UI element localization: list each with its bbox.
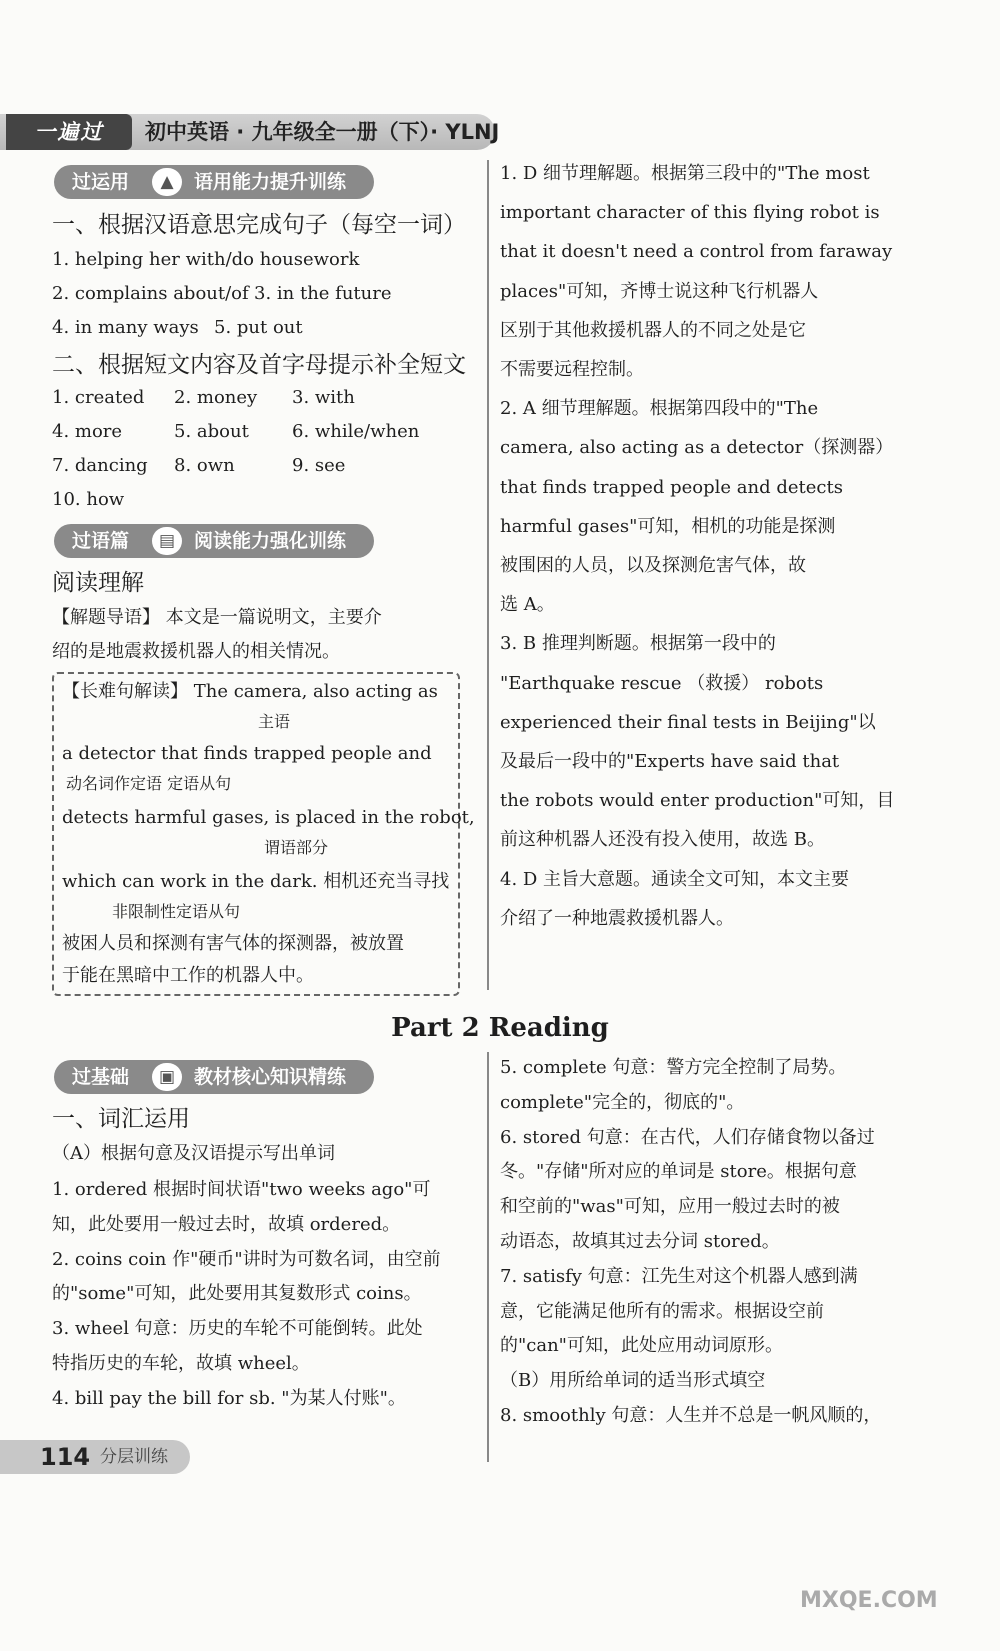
- answer-line: 1. helping her with/do housework: [52, 249, 360, 270]
- answer-line: 3. in the future: [254, 283, 392, 304]
- badge-label: 过语篇: [72, 530, 130, 552]
- answer-line: places"可知，齐博士说这种飞行机器人: [500, 280, 819, 302]
- answer-line: 8. smoothly 句意：人生并不总是一帆风顺的，: [500, 1405, 882, 1426]
- answer-line: 前这种机器人还没有投入使用，故选 B。: [500, 829, 825, 851]
- answer-line: 4. D 主旨大意题。通读全文可知，本文主要: [500, 868, 850, 890]
- answer-line: 区别于其他救援机器人的不同之处是它: [500, 319, 806, 341]
- badge-label: 过运用: [72, 171, 130, 193]
- section-badge-yunyong: [54, 165, 374, 199]
- section-badge-yupian: [54, 524, 374, 558]
- answer-line: 被围困的人员，以及探测危害气体，故: [500, 555, 806, 576]
- answer-line: 3. B 推理判断题。根据第一段中的: [500, 633, 776, 655]
- analysis-note: 非限制性定语从句: [112, 902, 241, 921]
- answer-line: 及最后一段中的"Experts have said that: [500, 751, 840, 772]
- answer-line: 5. complete 句意：警方完全控制了局势。: [500, 1057, 847, 1078]
- watermark: MXQE.COM: [800, 1588, 938, 1613]
- answer-item: 4. more: [52, 421, 123, 442]
- answer-line: that finds trapped people and detects: [500, 476, 843, 498]
- page-number: 114: [40, 1443, 91, 1471]
- answer-line: 动语态，故填其过去分词 stored。: [500, 1231, 780, 1252]
- answer-line: 冬。"存储"所对应的单词是 store。根据句意: [500, 1161, 857, 1183]
- answer-item: 2. money: [174, 387, 258, 408]
- answer-line: camera, also acting as a detector（探测器）: [500, 437, 894, 459]
- answer-line: 3. wheel 句意：历史的车轮不可能倒转。此处: [52, 1318, 423, 1340]
- answer-item: 1. created: [52, 387, 145, 408]
- answer-line: 6. stored 句意：在古代，人们存储食物以备过: [500, 1126, 875, 1148]
- answer-item: 9. see: [292, 455, 346, 476]
- book-title: 初中英语 · 九年级全一册（下）· YLNJ: [145, 120, 500, 144]
- answer-line: 的"some"可知，此处要用其复数形式 coins。: [52, 1283, 422, 1305]
- answer-line: 1. D 细节理解题。根据第三段中的"The most: [500, 163, 870, 184]
- vocab-subheading: （A）根据句意及汉语提示写出单词: [52, 1143, 335, 1164]
- answer-line: 4. bill pay the bill for sb. "为某人付账"。: [52, 1387, 406, 1409]
- answer-line: 的"can"可知，此处应用动词原形。: [500, 1335, 783, 1357]
- analysis-line: which can work in the dark. 相机还充当寻找: [62, 871, 450, 892]
- column-divider: [487, 1052, 489, 1462]
- badge-label: 过基础: [72, 1066, 130, 1088]
- clipboard-icon: ▣: [152, 1063, 182, 1091]
- section-heading: 一、根据汉语意思完成句子（每空一词）: [52, 212, 466, 238]
- answer-line: "Earthquake rescue （救援） robots: [500, 672, 824, 694]
- answer-line: （B）用所给单词的适当形式填空: [500, 1370, 766, 1392]
- reading-heading: 阅读理解: [52, 570, 144, 596]
- answer-item: 8. own: [174, 455, 235, 476]
- answer-item: 6. while/when: [292, 421, 420, 442]
- column-divider: [487, 160, 489, 990]
- answer-line: 7. satisfy 句意：江先生对这个机器人感到满: [500, 1265, 858, 1287]
- analysis-line: 于能在黑暗中工作的机器人中。: [62, 965, 314, 986]
- analysis-line: detects harmful gases, is placed in the robot,: [62, 807, 475, 828]
- answer-item: 7. dancing: [52, 455, 148, 476]
- answer-line: 5. put out: [214, 317, 303, 338]
- answer-line: experienced their final tests in Beijing"以: [500, 711, 876, 733]
- brand-logo: 一遍过: [6, 114, 132, 150]
- section-badge-jichu: [54, 1060, 374, 1094]
- badge-subtitle: 阅读能力强化训练: [194, 530, 347, 552]
- analysis-line: a detector that finds trapped people and: [62, 743, 432, 764]
- answer-line: 和空前的"was"可知，应用一般过去时的被: [500, 1196, 840, 1218]
- analysis-line: 【长难句解读】 The camera, also acting as: [62, 681, 438, 702]
- answer-line: 2. complains about/of: [52, 283, 249, 304]
- answer-line: complete"完全的，彻底的"。: [500, 1091, 745, 1113]
- answer-line: 2. A 细节理解题。根据第四段中的"The: [500, 398, 819, 420]
- answer-line: 意，它能满足他所有的需求。根据设空前: [500, 1300, 824, 1322]
- answer-line: 2. coins coin 作"硬币"讲时为可数名词，由空前: [52, 1248, 441, 1270]
- analysis-note: 主语: [258, 712, 291, 731]
- answer-line: harmful gases"可知，相机的功能是探测: [500, 515, 836, 537]
- answer-line: important character of this flying robot is: [500, 202, 880, 224]
- answer-line: 介绍了一种地震救援机器人。: [500, 907, 734, 929]
- answer-line: the robots would enter production"可知，目: [500, 790, 895, 812]
- answer-line: 不需要远程控制。: [500, 359, 644, 380]
- ladder-icon: ▲: [152, 168, 182, 196]
- answer-item: 3. with: [292, 387, 355, 408]
- answer-line: 1. ordered 根据时间状语"two weeks ago"可: [52, 1179, 431, 1200]
- guide-text: 绍的是地震救援机器人的相关情况。: [52, 641, 340, 662]
- book-icon: ▤: [152, 527, 182, 555]
- answer-line: 特指历史的车轮，故填 wheel。: [52, 1353, 310, 1374]
- vocab-heading: 一、词汇运用: [52, 1106, 190, 1132]
- answer-item: 10. how: [52, 489, 125, 510]
- analysis-line: 被困人员和探测有害气体的探测器，被放置: [62, 933, 404, 954]
- answer-item: 5. about: [174, 421, 249, 442]
- answer-line: 知，此处要用一般过去时，故填 ordered。: [52, 1213, 401, 1235]
- guide-text: 【解题导语】 本文是一篇说明文，主要介: [52, 607, 382, 628]
- answer-line: that it doesn't need a control from faraway: [500, 241, 893, 263]
- analysis-note: 谓语部分: [264, 838, 329, 857]
- answer-line: 4. in many ways: [52, 317, 199, 338]
- badge-subtitle: 教材核心知识精练: [194, 1066, 347, 1088]
- answer-line: 选 A。: [500, 594, 555, 616]
- part-title: Part 2 Reading: [391, 1013, 609, 1043]
- page-label: 分层训练: [100, 1447, 168, 1467]
- badge-subtitle: 语用能力提升训练: [194, 171, 347, 193]
- analysis-note: 动名词作定语 定语从句: [66, 774, 232, 793]
- section-heading: 二、根据短文内容及首字母提示补全短文: [52, 352, 466, 378]
